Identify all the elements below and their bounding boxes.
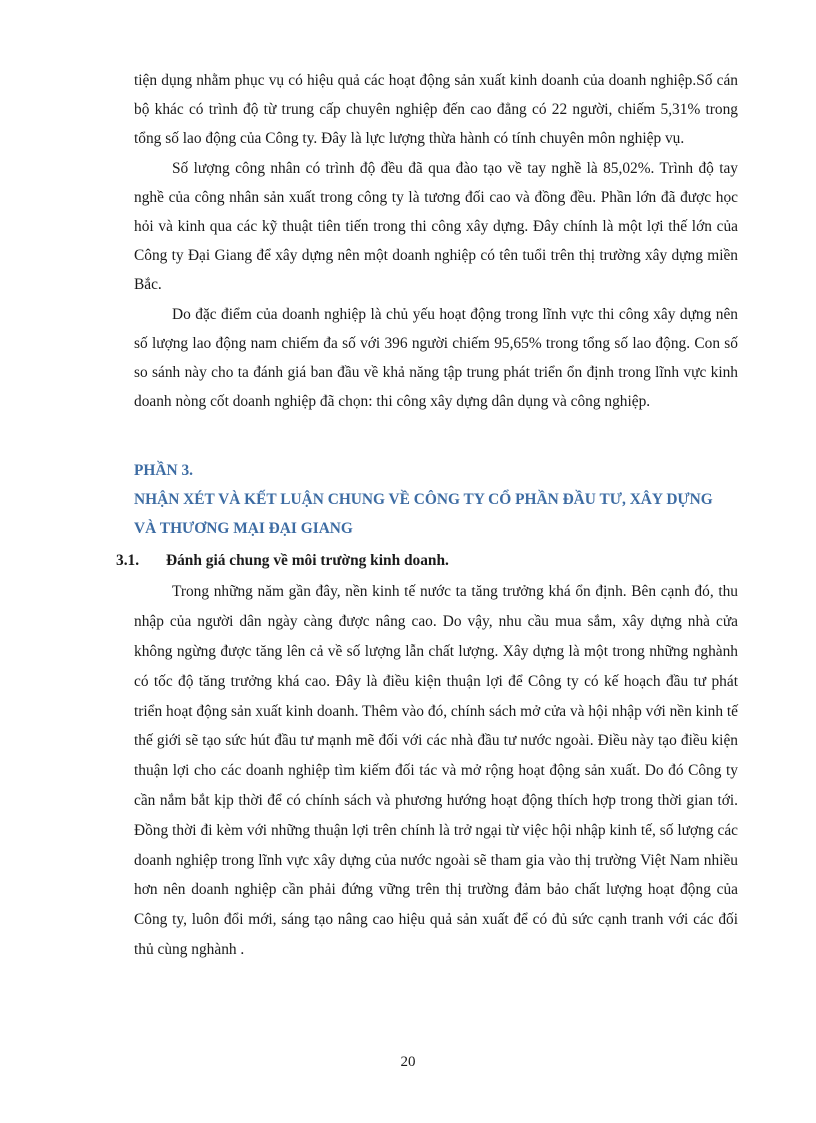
subsection-heading — [116, 547, 738, 575]
section-label: PHẦN 3. — [134, 462, 193, 480]
section-title: NHẬN XÉT VÀ KẾT LUẬN CHUNG VỀ CÔNG TY CỔ PHẦN ĐẦU TƯ, XÂY DỰNG VÀ THƯƠNG MẠI ĐẠI GIANG — [134, 491, 713, 538]
paragraph-workforce-gender: Do đặc điểm của doanh nghiệp là chủ yếu hoạt động trong lĩnh vực thi công xây dựng nên số lượng lao động nam chiếm đa số với 396 người chiếm 95,65% trong tổng số lao động. Con số so sánh này cho ta đánh giá ban đầu về khả năng tập trung phát triển ổn định trong lĩnh vực kinh doanh nòng cốt doanh nghiệp đã chọn: thi công xây dựng dân dụng và công nghiệp. — [134, 305, 738, 411]
paragraph-worker-skills: Số lượng công nhân có trình độ đều đã qua đào tạo về tay nghề là 85,02%. Trình độ tay nghề của công nhân sản xuất trong công ty là tương đối cao và đồng đều. Phần lớn đã được học hỏi và kinh qua các kỹ thuật tiên tiến trong thi công xây dựng. Đây chính là một lợi thế lớn của Công ty Đại Giang để xây dựng nên một doanh nghiệp có tên tuổi trên thị trường xây dựng miền Bắc. — [134, 159, 738, 294]
subsection-body — [134, 577, 738, 964]
subsection-number: 3.1. — [116, 552, 140, 570]
page-number: 20 — [400, 1054, 416, 1070]
subsection-title: Đánh giá chung về môi trường kinh doanh. — [166, 552, 449, 570]
paragraph-business-environment: Trong những năm gần đây, nền kinh tế nước ta tăng trưởng khá ổn định. Bên cạnh đó, thu nhập của người dân ngày càng được nâng cao. Do vậy, nhu cầu mua sắm, xây dựng nhà cửa không ngừng được tăng lên cả về số lượng lẫn chất lượng. Xây dựng là một trong những nghành có tốc độ tăng trưởng khá cao. Đây là điều kiện thuận lợi để Công ty có kế hoạch đầu tư phát triển hoạt động sản xuất kinh doanh. Thêm vào đó, chính sách mở cửa và hội nhập với nền kinh tế thế giới sẽ tạo sức hút đầu tư mạnh mẽ đối với các nhà đầu tư nước ngoài. Điều này tạo điều kiện thuận lợi cho các doanh nghiệp tìm kiếm đối tác và mở rộng hoạt động sản xuất. Do đó Công ty cần nắm bắt kịp thời để có chính sách và phương hướng hoạt động thích hợp trong thời gian tới. Đồng thời đi kèm với những thuận lợi trên chính là trở ngại từ việc hội nhập kinh tế, số lượng các doanh nghiệp trong lĩnh vực xây dựng của nước ngoài sẽ tham gia vào thị trường Việt Nam nhiều hơn nên doanh nghiệp cần phải đứng vững trên thị trường đảm bảo chất lượng hoạt động của Công ty, luôn đổi mới, sáng tạo nâng cao hiệu quả sản xuất để có đủ sức cạnh tranh với các đối thủ cùng nghành . — [134, 583, 738, 958]
paragraph-staff-qualifications: tiện dụng nhằm phục vụ có hiệu quả các hoạt động sản xuất kinh doanh của doanh nghiệp.Số cán bộ khác có trình độ từ trung cấp chuyên nghiệp đến cao đẳng có 22 người, chiếm 5,31% trong tổng số lao động của Công ty. Đây là lực lượng thừa hành có tính chuyên môn nghiệp vụ. — [134, 72, 738, 148]
document-page — [116, 66, 738, 965]
